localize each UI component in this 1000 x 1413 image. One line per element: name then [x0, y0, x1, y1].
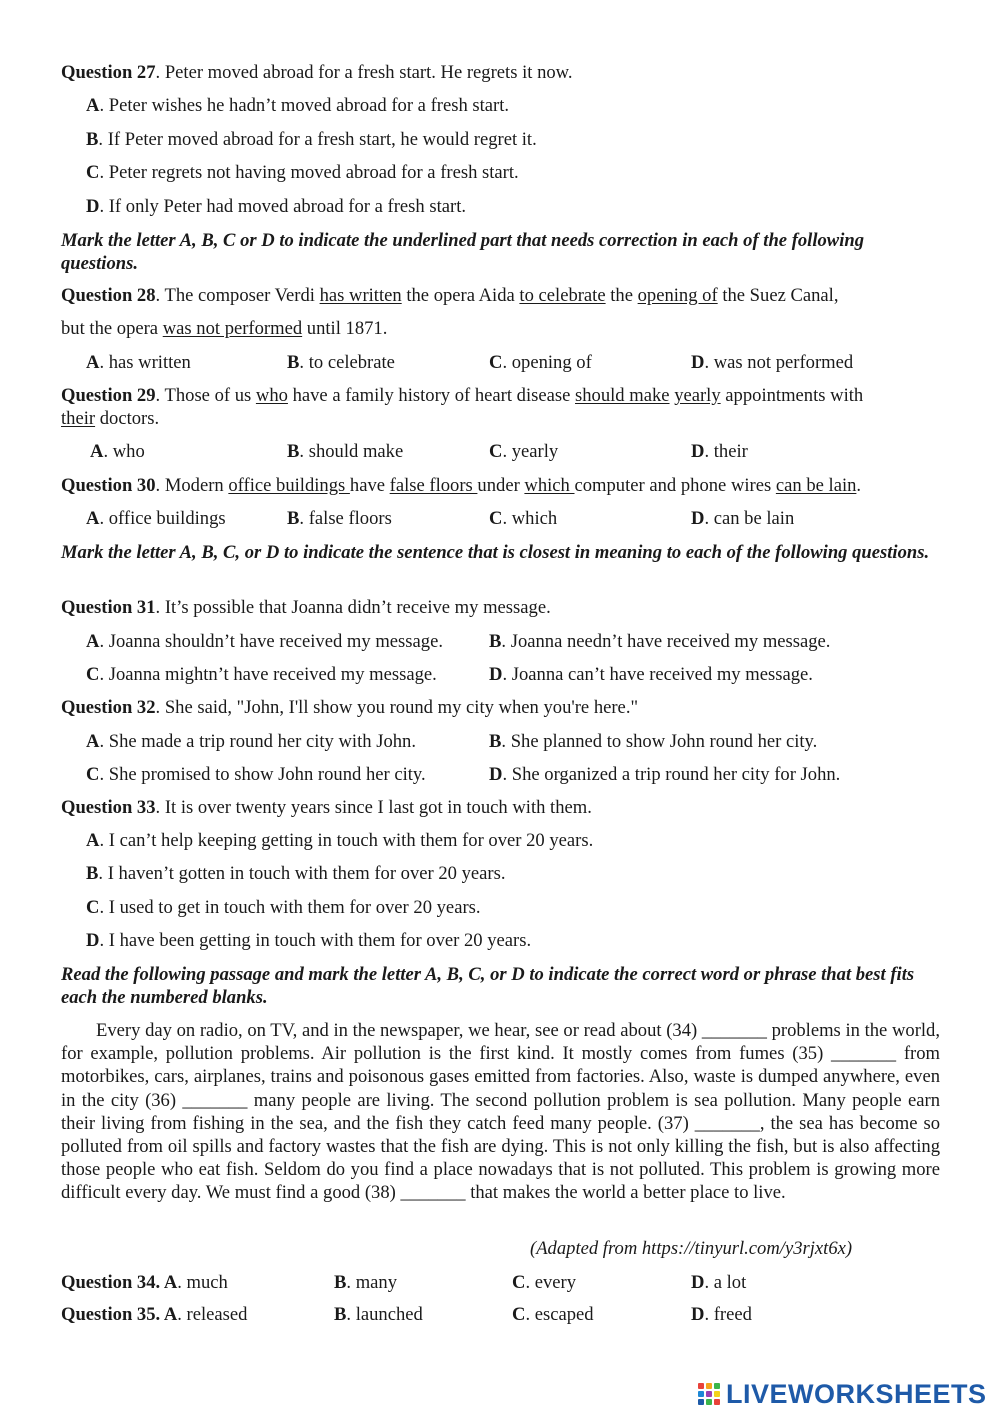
underlined-part-d: was not performed [162, 318, 303, 339]
q33-option-a[interactable]: A. I can’t help keeping getting in touch with them for over 20 years. [86, 830, 594, 851]
underlined-part-c: which [524, 475, 575, 496]
q29-option-b[interactable]: B. should make [287, 441, 404, 462]
q28-option-a[interactable]: A. has written [86, 352, 191, 373]
q29-option-d[interactable]: D. their [691, 441, 748, 462]
underlined-part-a: who [255, 385, 288, 406]
q31-option-a[interactable]: A. Joanna shouldn’t have received my message. [86, 631, 443, 652]
q32-option-a[interactable]: A. She made a trip round her city with John. [86, 731, 416, 752]
logo-square [714, 1383, 720, 1389]
q30-option-d[interactable]: D. can be lain [691, 508, 795, 529]
q27-option-b[interactable]: B. If Peter moved abroad for a fresh start, he would regret it. [86, 129, 537, 150]
question-29-stem-line2: their doctors. [61, 408, 160, 429]
logo-square [714, 1391, 720, 1397]
q27-option-d[interactable]: D. If only Peter had moved abroad for a fresh start. [86, 196, 467, 217]
question-33-stem: Question 33. It is over twenty years since I last got in touch with them. [61, 797, 592, 818]
underlined-part-b: should make [575, 385, 670, 406]
question-29-stem: Question 29. Those of us who have a family history of heart disease should make yearly appointments with [61, 385, 864, 406]
q35-option-a[interactable]: Question 35. A. released [61, 1304, 248, 1325]
question-31-stem: Question 31. It’s possible that Joanna didn’t receive my message. [61, 597, 551, 618]
q32-option-b[interactable]: B. She planned to show John round her city. [489, 731, 818, 752]
underlined-part-c: opening of [637, 285, 718, 306]
logo-square [714, 1399, 720, 1405]
q34-option-c[interactable]: C. every [512, 1272, 577, 1293]
passage-source: (Adapted from https://tinyurl.com/y3rjxt6x) [530, 1238, 853, 1259]
q31-option-c[interactable]: C. Joanna mightn’t have received my message. [86, 664, 437, 685]
q31-option-d[interactable]: D. Joanna can’t have received my message. [489, 664, 813, 685]
instruction-error-identification: Mark the letter A, B, C or D to indicate the underlined part that needs correction in each of the following questions. [61, 230, 865, 274]
instruction-cloze-passage: Read the following passage and mark the letter A, B, C, or D to indicate the correct word or phrase that best fits each the numbered blanks. [61, 964, 915, 1008]
q29-option-a[interactable]: A. who [90, 441, 145, 462]
underlined-part-b: false floors [389, 475, 478, 496]
question-label: Question 27 [61, 62, 156, 83]
logo-square [698, 1383, 704, 1389]
underlined-part-a: has written [319, 285, 402, 306]
underlined-part-c: yearly [674, 385, 721, 406]
q30-option-b[interactable]: B. false floors [287, 508, 392, 529]
underlined-part-d: can be lain [775, 475, 857, 496]
logo-square [706, 1391, 712, 1397]
q29-option-c[interactable]: C. yearly [489, 441, 559, 462]
underlined-part-a: office buildings [228, 475, 350, 496]
q28-option-c[interactable]: C. opening of [489, 352, 592, 373]
reading-passage: Every day on radio, on TV, and in the newspaper, we hear, see or read about (34) _______ problems in the world, for example, pollution problems. Air pollution is the first kind. It mostly comes from fumes (35) _______ from motorbikes, cars, airplanes, trains and poisonous gases emitted from factories. Also, waste is dumped anywhere, even in the city (36) _______ many people are living. The second pollution problem is sea pollution. Many people earn their living from fishing in the sea, and the fish they catch feed many people. (37) _______, the sea has become so polluted from oil spills and factory wastes that the fish are dying. This is not only killing the fish, but is also affecting those people who eat fish. Seldom do you find a place nowadays that is not polluted. This problem is growing more difficult every day. We must find a good (38) _______ that makes the world a better place to live. [61, 1020, 940, 1204]
logo-square [706, 1383, 712, 1389]
q35-option-c[interactable]: C. escaped [512, 1304, 594, 1325]
question-32-stem: Question 32. She said, "John, I'll show you round my city when you're here." [61, 697, 639, 718]
q33-option-c[interactable]: C. I used to get in touch with them for over 20 years. [86, 897, 481, 918]
q30-option-a[interactable]: A. office buildings [86, 508, 226, 529]
q28-option-b[interactable]: B. to celebrate [287, 352, 395, 373]
logo-mark-icon [698, 1383, 720, 1405]
question-27-stem: Question 27. Peter moved abroad for a fresh start. He regrets it now. [61, 62, 573, 83]
question-30-stem: Question 30. Modern office buildings have false floors under which computer and phone wires can be lain. [61, 475, 862, 496]
q31-option-b[interactable]: B. Joanna needn’t have received my message. [489, 631, 831, 652]
logo-text: LIVEWORKSHEETS [726, 1378, 987, 1409]
liveworksheets-logo [698, 1378, 987, 1410]
logo-square [698, 1391, 704, 1397]
q35-option-b[interactable]: B. launched [334, 1304, 423, 1325]
q35-option-d[interactable]: D. freed [691, 1304, 752, 1325]
q27-option-a[interactable]: A. Peter wishes he hadn’t moved abroad for a fresh start. [86, 95, 510, 116]
q30-option-c[interactable]: C. which [489, 508, 558, 529]
q33-option-d[interactable]: D. I have been getting in touch with them for over 20 years. [86, 930, 532, 951]
instruction-closest-meaning: Mark the letter A, B, C, or D to indicate the sentence that is closest in meaning to each of the following questions. [61, 542, 930, 563]
q34-option-d[interactable]: D. a lot [691, 1272, 747, 1293]
logo-square [698, 1399, 704, 1405]
underlined-part-b: to celebrate [519, 285, 606, 306]
q28-option-d[interactable]: D. was not performed [691, 352, 854, 373]
underlined-part-d: their [61, 408, 96, 429]
question-28-stem: Question 28. The composer Verdi has written the opera Aida to celebrate the opening of the Suez Canal, [61, 285, 839, 306]
q34-option-a[interactable]: Question 34. A. much [61, 1272, 228, 1293]
q32-option-c[interactable]: C. She promised to show John round her city. [86, 764, 426, 785]
q32-option-d[interactable]: D. She organized a trip round her city for John. [489, 764, 841, 785]
q34-option-b[interactable]: B. many [334, 1272, 398, 1293]
q27-option-c[interactable]: C. Peter regrets not having moved abroad for a fresh start. [86, 162, 519, 183]
question-28-stem-line2: but the opera was not performed until 1871. [61, 318, 388, 339]
logo-square [706, 1399, 712, 1405]
q33-option-b[interactable]: B. I haven’t gotten in touch with them for over 20 years. [86, 863, 506, 884]
